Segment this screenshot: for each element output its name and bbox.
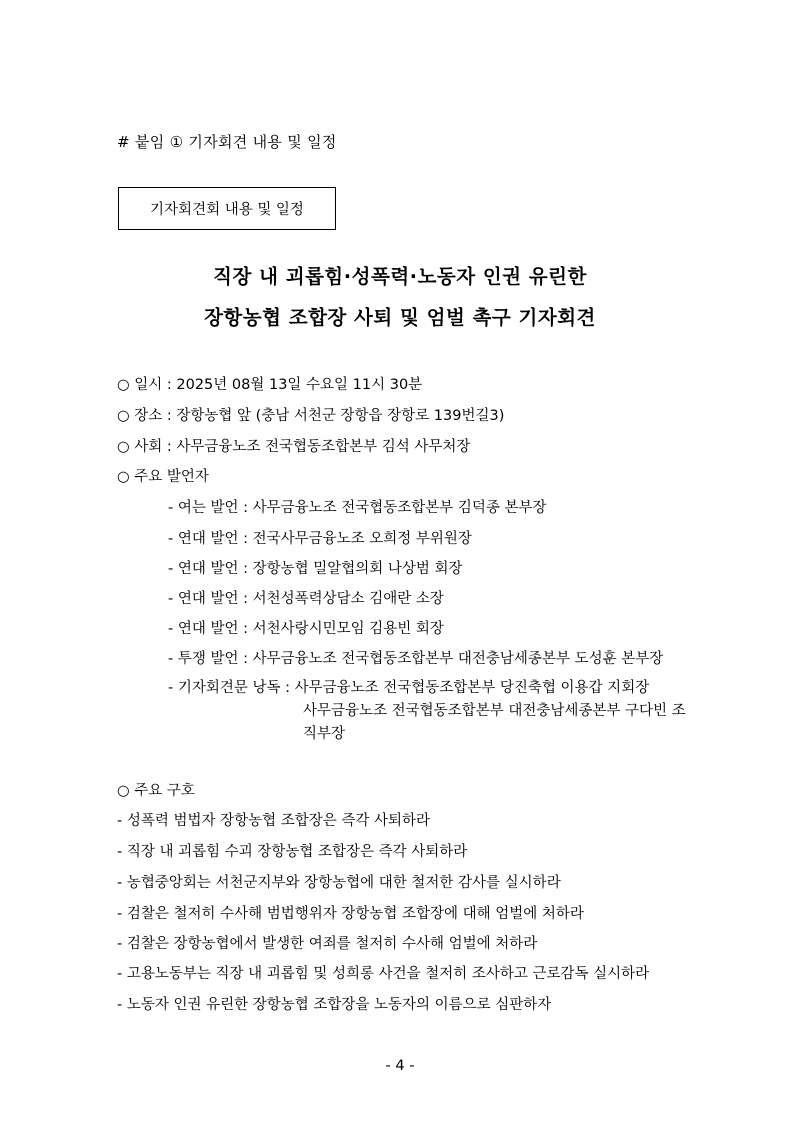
slogan-item: - 검찰은 장항농협에서 발생한 여죄를 철저히 수사해 엄벌에 처하라 <box>117 936 538 952</box>
section-box-label <box>118 187 336 230</box>
speaker-item: - 연대 발언 : 서천성폭력상담소 김애란 소장 <box>168 591 444 607</box>
info-date: ○ 일시 : 2025년 08월 13일 수요일 11시 30분 <box>117 377 423 393</box>
speaker-item: - 연대 발언 : 서천사랑시민모임 김용빈 회장 <box>168 621 444 637</box>
speaker-item: - 연대 발언 : 전국사무금융노조 오희정 부위원장 <box>168 531 472 547</box>
document-title-line-1: 직장 내 괴롭힘·성폭력·노동자 인권 유린한 <box>213 265 587 288</box>
speaker-item: - 투쟁 발언 : 사무금융노조 전국협동조합본부 대전충남세종본부 도성훈 본부장 <box>168 651 664 667</box>
slogan-item: - 직장 내 괴롭힘 수괴 장항농협 조합장은 즉각 사퇴하라 <box>117 844 468 860</box>
speaker-item: - 기자회견문 낭독 : 사무금융노조 전국협동조합본부 당진축협 이용갑 지회장 <box>168 680 650 696</box>
speaker-item: - 연대 발언 : 장항농협 밀알협의회 나상범 회장 <box>168 561 463 577</box>
slogan-item: - 고용노동부는 직장 내 괴롭힘 및 성희롱 사건을 철저히 조사하고 근로감독 실시하라 <box>117 966 650 982</box>
speaker-item: - 여는 발언 : 사무금융노조 전국협동조합본부 김덕종 본부장 <box>168 500 547 516</box>
attachment-note: # 붙임 ① 기자회견 내용 및 일정 <box>117 133 337 151</box>
slogan-item: - 농협중앙회는 서천군지부와 장항농협에 대한 철저한 감사를 실시하라 <box>117 875 561 891</box>
section-box-text: 기자회견회 내용 및 일정 <box>150 202 304 218</box>
slogan-item: - 노동자 인권 유린한 장항농협 조합장을 노동자의 이름으로 심판하자 <box>117 997 552 1013</box>
info-host: ○ 사회 : 사무금융노조 전국협동조합본부 김석 사무처장 <box>117 439 471 455</box>
speaker-item-continuation: 직부장 <box>303 726 346 742</box>
slogan-item: - 검찰은 철저히 수사해 범법행위자 장항농협 조합장에 대해 엄벌에 처하라 <box>117 906 584 922</box>
slogans-heading: ○ 주요 구호 <box>117 783 195 799</box>
slogan-item: - 성폭력 범법자 장항농협 조합장은 즉각 사퇴하라 <box>117 813 431 829</box>
info-speakers-heading: ○ 주요 발언자 <box>117 469 209 485</box>
document-title-line-2: 장항농협 조합장 사퇴 및 엄벌 촉구 기자회견 <box>204 306 596 329</box>
speaker-item-continuation: 사무금융노조 전국협동조합본부 대전충남세종본부 구다빈 조 <box>303 703 686 719</box>
page-number: - 4 - <box>385 1058 415 1074</box>
info-place: ○ 장소 : 장항농협 앞 (충남 서천군 장항읍 장항로 139번길3) <box>117 408 505 424</box>
